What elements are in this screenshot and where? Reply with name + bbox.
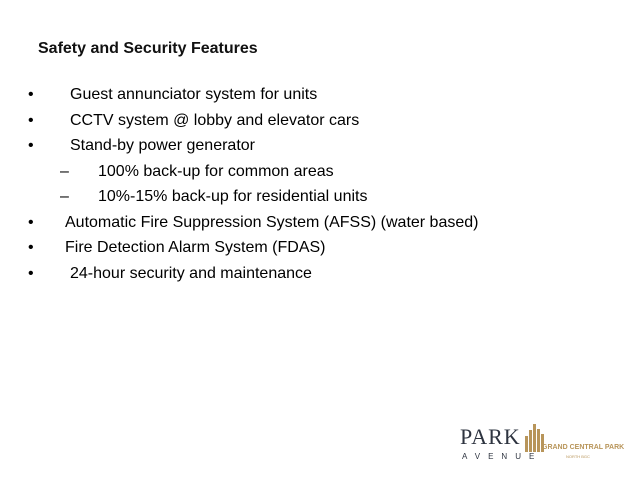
bullet-marker: • (28, 86, 34, 103)
park-avenue-logo-word: PARK (460, 424, 521, 449)
bullet-marker: • (28, 264, 34, 282)
bullet-text: Automatic Fire Suppression System (AFSS) (water based) (65, 213, 479, 231)
dash-marker: – (60, 188, 69, 205)
bullet-text: Stand-by power generator (70, 137, 255, 154)
bullet-item (0, 110, 640, 136)
slide-title: Safety and Security Features (38, 40, 258, 57)
sub-bullet-text: 100% back-up for common areas (98, 162, 334, 180)
bullet-marker: • (28, 111, 34, 129)
bullet-marker: • (28, 239, 34, 256)
bullet-text: Guest annunciator system for units (70, 86, 318, 103)
bullet-item (0, 237, 640, 263)
bullet-text: Fire Detection Alarm System (FDAS) (65, 239, 326, 256)
park-avenue-logo-subword: AVENUE (462, 452, 543, 461)
bullet-text: CCTV system @ lobby and elevator cars (70, 111, 360, 129)
bullet-item (0, 84, 640, 110)
sub-bullet-item (0, 186, 640, 212)
bullet-marker: • (28, 213, 34, 231)
dash-marker: – (60, 162, 69, 180)
footer-logos (460, 424, 625, 472)
bullet-list (0, 84, 640, 288)
bullet-item (0, 212, 640, 238)
sub-bullet-text: 10%-15% back-up for residential units (98, 188, 368, 205)
grand-central-park-subtitle: NORTH BGC (566, 454, 590, 459)
bullet-text: 24-hour security and maintenance (70, 264, 312, 282)
sub-bullet-item (0, 161, 640, 187)
grand-central-park-name: GRAND CENTRAL PARK (542, 444, 625, 451)
bullet-marker: • (28, 137, 34, 154)
bullet-item (0, 135, 640, 161)
bullet-item (0, 263, 640, 289)
